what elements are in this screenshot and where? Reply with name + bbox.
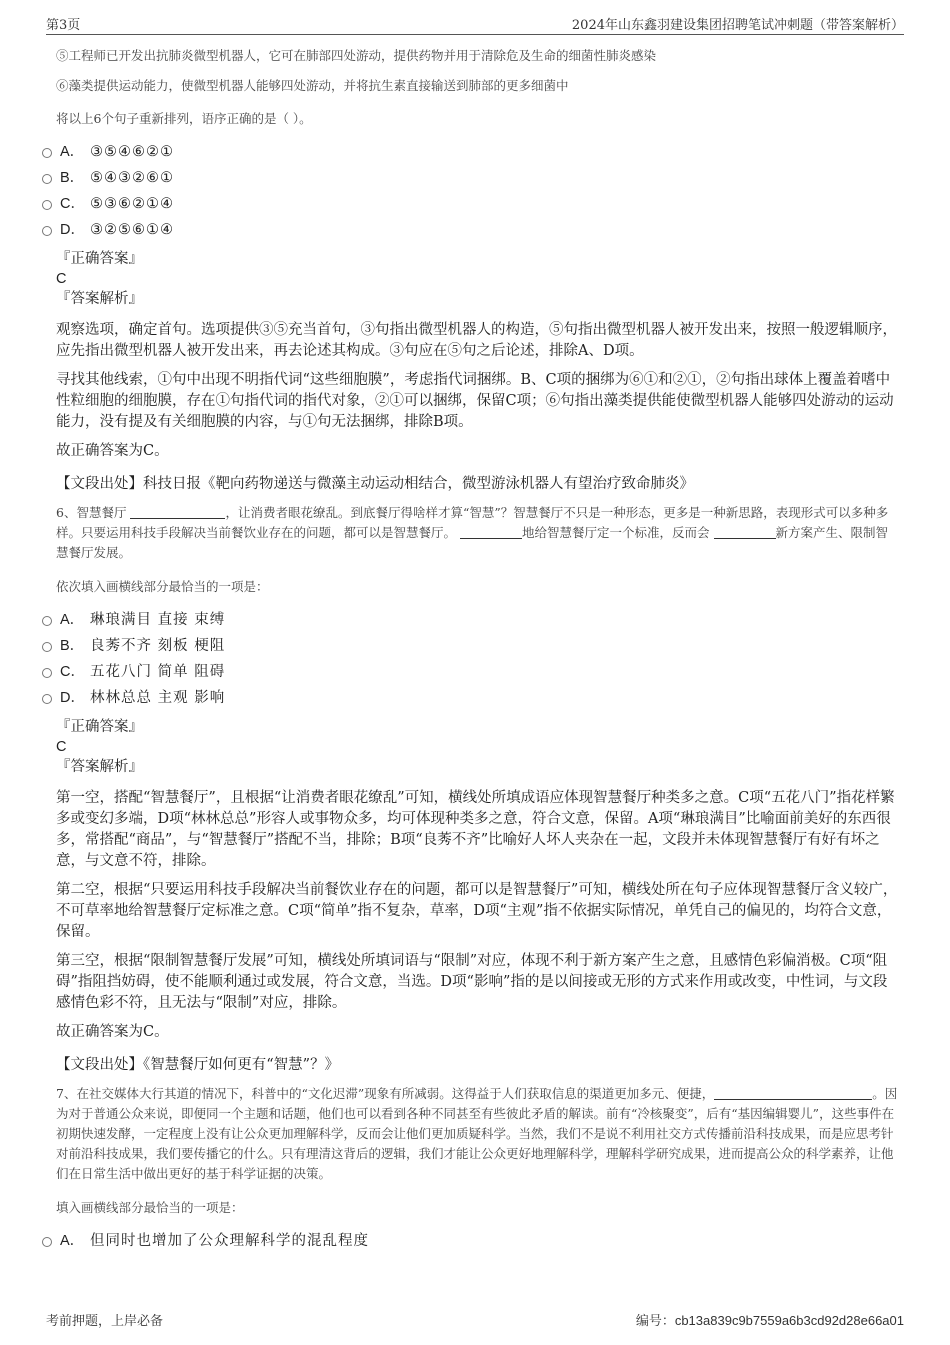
radio-icon[interactable] xyxy=(42,200,52,210)
q6-option-d[interactable]: D． 林林总总 主观 影响 xyxy=(0,685,900,711)
radio-icon[interactable] xyxy=(42,148,52,158)
q5-sentence-6: ⑥藻类提供运动能力，使微型机器人能够四处游动，并将抗生素直接输送到肺部的更多细菌中 xyxy=(56,78,569,93)
q5-analysis-label: 『答案解析』 xyxy=(56,291,143,307)
q5-answer: C xyxy=(56,271,67,287)
q6-analysis-4: 故正确答案为C。 xyxy=(56,1024,169,1040)
q7-option-a[interactable]: A． 但同时也增加了公众理解科学的混乱程度 xyxy=(0,1228,900,1254)
document-title: 2024年山东鑫羽建设集团招聘笔试冲刺题（带答案解析） xyxy=(571,18,904,33)
q6-analysis-2: 第二空，根据“只要运用科技手段解决当前餐饮业存在的问题，都可以是智慧餐厅”可知，横线处所在句子应体现智慧餐厅含义较广，不可草率地给智慧餐厅定标准之意。C项“简单”指不复杂，草率，D项“主观”指不依据实际情况，单凭自己的偏见的，均符合文意，保留。 xyxy=(56,882,898,940)
q7-instruction: 填入画横线部分最恰当的一项是： xyxy=(56,1200,244,1215)
fill-blank-2 xyxy=(460,524,522,539)
q6-answer: C xyxy=(56,739,67,755)
page-header xyxy=(46,12,904,35)
q6-source: 【文段出处】《智慧餐厅如何更有“智慧”？》 xyxy=(56,1057,340,1073)
radio-icon[interactable] xyxy=(42,174,52,184)
q5-answer-label: 『正确答案』 xyxy=(56,251,143,267)
q5-source: 【文段出处】科技日报《靶向药物递送与微藻主动运动相结合，微型游泳机器人有望治疗致命肺炎》 xyxy=(56,476,694,492)
radio-icon[interactable] xyxy=(42,642,52,652)
q6-answer-label: 『正确答案』 xyxy=(56,719,143,735)
q6-instruction: 依次填入画横线部分最恰当的一项是： xyxy=(56,579,269,594)
radio-icon[interactable] xyxy=(42,226,52,236)
q5-option-a[interactable]: A． ③⑤④⑥②① xyxy=(0,139,900,165)
q6-analysis-1: 第一空，搭配“智慧餐厅”，且根据“让消费者眼花缭乱”可知，横线处所填成语应体现智慧餐厅种类多之意。C项“五花八门”指花样繁多或变幻多端，D项“林林总总”形容人或事物众多，均可体现种类多之意，符合文意，保留。A项“琳琅满目”比喻面前美好的东西很多，常搭配“商品”，与“智慧餐厅”搭配不当，排除；B项“良莠不齐”比喻好人坏人夹杂在一起，文段并未体现智慧餐厅有好有坏之意，与文意不符，排除。 xyxy=(56,790,895,869)
page-number: 第3页 xyxy=(46,18,81,33)
radio-icon[interactable] xyxy=(42,616,52,626)
q5-sentence-5: ⑤工程师已开发出抗肺炎微型机器人，它可在肺部四处游动，提供药物并用于清除危及生命的细菌性肺炎感染 xyxy=(56,48,657,63)
q6-analysis-label: 『答案解析』 xyxy=(56,759,143,775)
q6-option-b[interactable]: B． 良莠不齐 刻板 梗阻 xyxy=(0,633,900,659)
page-content xyxy=(56,38,900,1254)
q7-options xyxy=(0,1228,900,1254)
radio-icon[interactable] xyxy=(42,694,52,704)
q6-options xyxy=(0,607,900,711)
fill-blank-4 xyxy=(714,1085,872,1100)
q6-analysis-3: 第三空，根据“限制智慧餐厅发展”可知，横线处所填词语与“限制”对应，体现不利于新方案产生之意，且感情色彩偏消极。C项“阻碍”指阻挡妨碍，使不能顺利通过或发展，符合文意，当选。D项“影响”指的是以间接或无形的方式来作用或改变，中性词，与文段感情色彩不符，且无法与“限制”对应，排除。 xyxy=(56,953,888,1011)
q6-option-c[interactable]: C． 五花八门 简单 阻碍 xyxy=(0,659,900,685)
footer-slogan: 考前押题，上岸必备 xyxy=(46,1314,164,1329)
q6-stem: 6、智慧餐厅 ，让消费者眼花缭乱。到底餐厅得啥样才算“智慧”？智慧餐厅不只是一种形态，更多是一种新思路，表现形式可以多种多样。只要运用科技手段解决当前餐饮业存在的问题，都可以是智慧餐厅。 地给智慧餐厅定一个标准，反而会 新方案产生、限制智慧餐厅发展。 xyxy=(56,505,889,560)
q5-analysis-3: 故正确答案为C。 xyxy=(56,443,169,459)
q5-option-d[interactable]: D． ③②⑤⑥①④ xyxy=(0,217,900,243)
fill-blank-1 xyxy=(130,504,225,519)
q5-option-c[interactable]: C． ⑤③⑥②①④ xyxy=(0,191,900,217)
q6-option-a[interactable]: A． 琳琅满目 直接 束缚 xyxy=(0,607,900,633)
q5-instruction: 将以上6个句子重新排列，语序正确的是（ ）。 xyxy=(56,111,312,126)
q7-stem: 7、在社交媒体大行其道的情况下，科普中的“文化迟滞”现象有所减弱。这得益于人们获取信息的渠道更加多元、便捷， 。因为对于普通公众来说，即便同一个主题和话题，他们也可以看到各种不同甚至有些彼此矛盾的解读。前有“冷核聚变”，后有“基因编辑婴儿”，这些事件在初期快速发酵，一定程度上没有让公众更加理解科学，反而会让他们更加质疑科学。当然，我们不是说不利用社交方式传播前沿科技成果，而是应思考针对前沿科技成果，我们要传播它的什么。只有理清这背后的逻辑，我们才能让公众更好地理解科学，理解科学研究成果，进而提高公众的科学素养，让他们在日常生活中做出更好的基于科学证据的决策。 xyxy=(56,1086,898,1181)
q5-option-b[interactable]: B． ⑤④③②⑥① xyxy=(0,165,900,191)
q5-options xyxy=(0,139,900,243)
q5-analysis-2: 寻找其他线索，①句中出现不明指代词“这些细胞膜”，考虑指代词捆绑。B、C项的捆绑为⑥①和②①，②句指出球体上覆盖着嗜中性粒细胞的细胞膜，存在①句指代词的指代对象，②①可以捆绑，保留C项；⑥句指出藻类提供能使微型机器人能够四处游动的运动能力，没有提及有关细胞膜的内容，与①句无法捆绑，排除B项。 xyxy=(56,372,894,430)
footer-code: 编号：cb13a839c9b7559a6b3cd92d28e66a01 xyxy=(635,1313,904,1329)
radio-icon[interactable] xyxy=(42,668,52,678)
radio-icon[interactable] xyxy=(42,1237,52,1247)
fill-blank-3 xyxy=(714,524,776,539)
q5-analysis-1: 观察选项，确定首句。选项提供③⑤充当首句，③句指出微型机器人的构造，⑤句指出微型机器人被开发出来，按照一般逻辑顺序，应先指出微型机器人被开发出来，再去论述其构成。③句应在⑤句之后论述，排除A、D项。 xyxy=(56,322,897,359)
